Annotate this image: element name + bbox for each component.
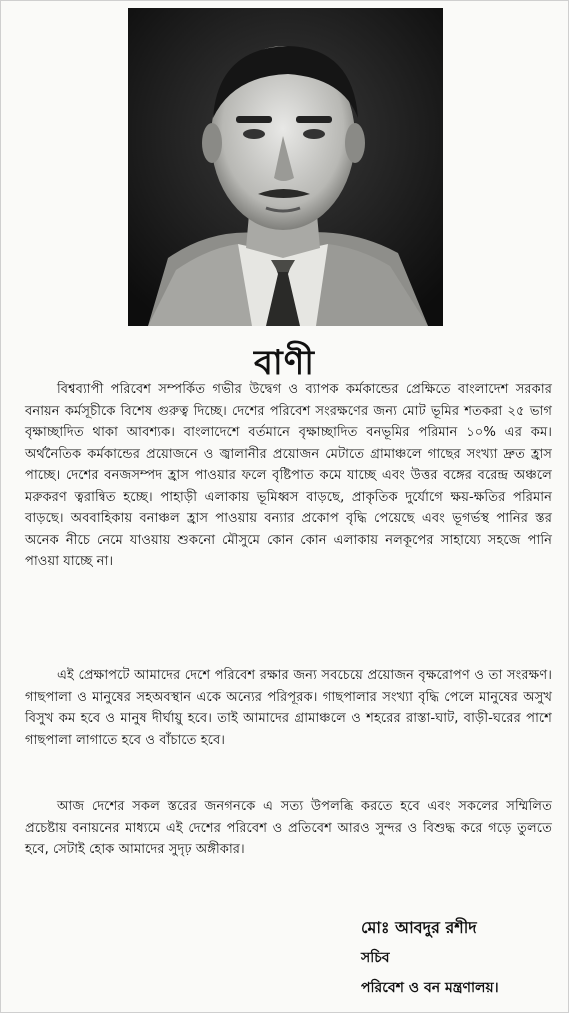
signatory-ministry: পরিবেশ ও বন মন্ত্রণালয়। — [361, 980, 499, 996]
signatory-role: সচিব — [361, 950, 390, 966]
signatory-name: মোঃ আবদুর রশীদ — [361, 918, 477, 937]
portrait-image — [128, 8, 443, 326]
page-title: বাণী — [253, 343, 316, 383]
paragraph-1: বিশ্বব্যাপী পরিবেশ সম্পর্কিত গভীর উদ্বেগ ও ব্যাপক কর্মকান্ডের প্রেক্ষিতে বাংলাদেশ সরকার বনায়ন কর্মসূচীকে বিশেষ গুরুত্ব দিচ্ছে। দেশের পরিবেশ সংরক্ষণের জন্য মোট ভূমির শতকরা ২৫ ভাগ বৃক্ষাচ্ছাদিত থাকা আবশ্যক। বাংলাদেশে বর্তমানে বৃক্ষাচ্ছাদিত বনভূমির পরিমান ১০% এর কম। অর্থনৈতিক কর্মকান্ডের প্রয়োজনে ও জ্বালানীর প্রয়োজন মেটাতে গ্রামাঞ্চলে গাছের সংখ্যা দ্রুত হ্রাস পাচ্ছে। দেশের বনজসম্পদ হ্রাস পাওয়ার ফলে বৃষ্টিপাত কমে যাচ্ছে এবং উত্তর বঙ্গের বরেন্দ্র অঞ্চলে মরুকরণ ত্বরান্বিত হচ্ছে। পাহাড়ী এলাকায় ভূমিধ্বস বাড়ছে, প্রাকৃতিক দুর্যোগে ক্ষয়-ক্ষতির পরিমান বাড়ছে। অববাহিকায় বনাঞ্চল হ্রাস পাওয়ায় বন্যার প্রকোপ বৃদ্ধি পেয়েছে এবং ভূগর্ভস্থ পানির স্তর অনেক নীচে নেমে যাওয়ায় শুকনো মৌসুমে কোন কোন এলাকায় নলকূপের সাহায্যে সহজে পানি পাওয়া যাচ্ছে না। — [25, 382, 552, 569]
signature-block — [361, 913, 499, 1003]
paragraph-2: এই প্রেক্ষাপটে আমাদের দেশে পরিবেশ রক্ষার জন্য সবচেয়ে প্রয়োজন বৃক্ষরোপণ ও তা সংরক্ষণ। গাছপালা ও মানুষের সহঅবস্থান একে অন্যের পরিপূরক। গাছপালার সংখ্যা বৃদ্ধি পেলে মানুষের অসুখ বিসুখ কম হবে ও মানুষ দীর্ঘায়ু হবে। তাই আমাদের গ্রামাঞ্চলে ও শহরের রাস্তা-ঘাট, বাড়ী-ঘরের পাশে গাছপালা লাগাতে হবে ও বাঁচাতে হবে। — [25, 668, 552, 748]
paragraph-3: আজ দেশের সকল স্তরের জনগনকে এ সত্য উপলব্ধি করতে হবে এবং সকলের সম্মিলিত প্রচেষ্টায় বনায়নের মাধ্যমে এই দেশের পরিবেশ ও প্রতিবেশ আরও সুন্দর ও বিশুদ্ধ করে গড়ে তুলতে হবে, সেটাই হোক আমাদের সুদৃঢ় অঙ্গীকার। — [25, 799, 552, 857]
portrait-photo — [128, 8, 443, 326]
